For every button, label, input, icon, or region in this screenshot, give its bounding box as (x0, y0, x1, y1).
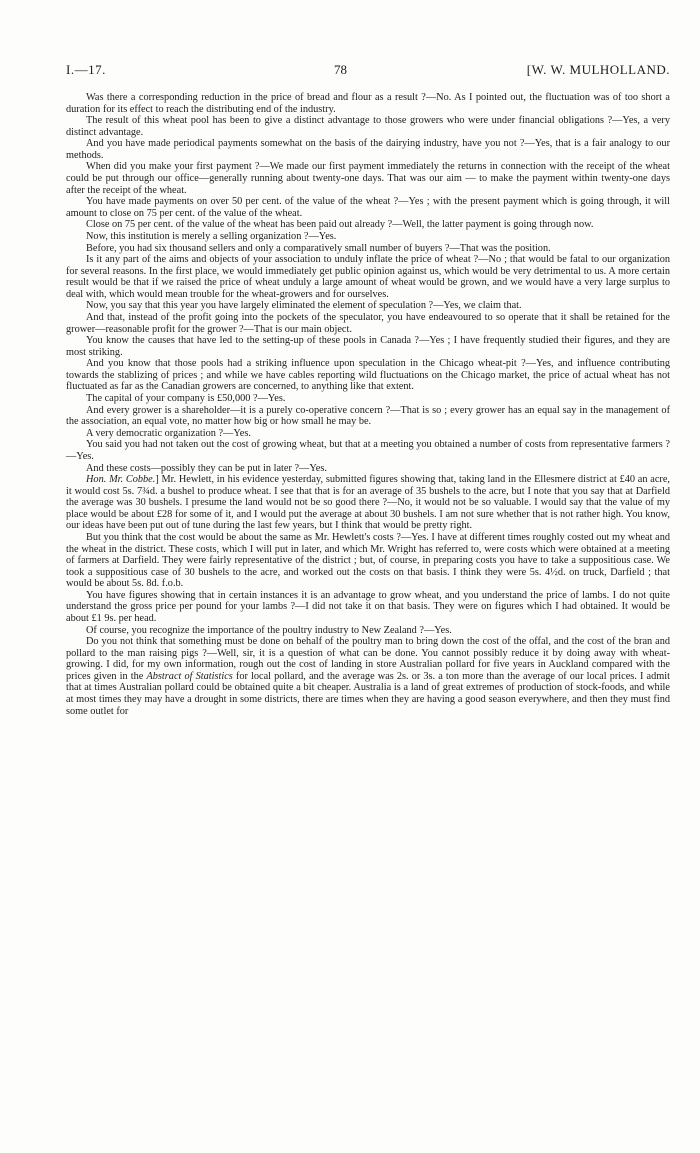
paragraph: When did you make your first payment ?—We made our first payment immediately the returns in connection with the receipt of the wheat could be put through our office—generally running about twenty-one days. That was our aim — to make the payment within twenty-one days after the receipt of the wheat. (66, 161, 670, 196)
paragraph: Was there a corresponding reduction in the price of bread and flour as a result ?—No. As I pointed out, the fluctuation was of too short a duration for its effect to reach the distributing end of the industry. (66, 92, 670, 115)
paragraph: And every grower is a shareholder—it is a purely co-operative concern ?—That is so ; every grower has an equal say in the management of the association, an equal vote, no matter how big or how small he may be. (66, 404, 670, 428)
paragraph-text: for local pollard, and the average was 2s. or 3s. a ton more than the average of our local prices. I admit that at times Australian pollard could be obtained quite a bit cheaper. Australia is a land of great extremes of production of stock-foods, and while at most times they may have a drought in some districts, there are times when they are having a good season everywhere, and then they must find some outlet for (66, 670, 670, 717)
paragraph: You have made payments on over 50 per cent. of the value of the wheat ?—Yes ; with the present payment which is going through, it will amount to close on 75 per cent. of the value of the wheat. (66, 196, 670, 219)
document-reference: I.—17. (66, 62, 106, 77)
paragraph: The capital of your company is £50,000 ?—Yes. (86, 393, 286, 405)
paragraph: Now, you say that this year you have largely eliminated the element of speculation ?—Yes, we claim that. (86, 300, 522, 312)
paragraph: And you have made periodical payments somewhat on the basis of the dairying industry, have you not ?—Yes, that is a fair analogy to our methods. (66, 138, 670, 161)
paragraph-text: Do you not think that something must be done on behalf of the poultry man to bring down the cost of the offal, and the cost of the bran and pollard to the man raising pigs ?—Well, sir, it is a question of what can be done. You cannot possibly reduce it by doing away with wheat-growing. I did, for my own information, rough out the cost of landing in store Australian pollard for five years in Auckland compared with the prices given in the (66, 636, 670, 682)
page-header (66, 62, 670, 80)
witness-name: [W. W. MULHOLLAND. (526, 62, 670, 77)
paragraph: You said you had not taken out the cost of growing wheat, but that at a meeting you obtained a number of costs from representative farmers ?—Yes. (66, 439, 670, 462)
paragraph: And that, instead of the profit going into the pockets of the speculator, you have endeavoured to so operate that it shall be retained for the grower—reasonable profit for the grower ?—That is our main object. (66, 311, 670, 335)
paragraph: You have figures showing that in certain instances it is an advantage to grow wheat, and you understand the price of lambs. I do not quite understand the gross price per pound for your lambs ?—I did not take it on that basis. They were on figures which I had obtained. It would be about £1 9s. per head. (66, 589, 670, 625)
paragraph (66, 636, 670, 717)
paragraph: Is it any part of the aims and objects of your association to unduly inflate the price of wheat ?—No ; that would be fatal to our organization for several reasons. In the first place, we would immediately get public opinion against us, which would be very detrimental to us. A more certain result would be that if we raised the price of wheat unduly a large amount of wheat would be grown, and we would have a very large surplus to deal with, which would mean trouble for the wheat-growers and for ourselves. (66, 254, 670, 300)
paragraph: Before, you had six thousand sellers and only a comparatively small number of buyers ?—That was the position. (86, 242, 551, 254)
paragraph: And you know that those pools had a striking influence upon speculation in the Chicago wheat-pit ?—Yes, and influence contributing towards the stablizing of prices ; and while we have cables reporting wild fluctuations on the Chicago market, the price of actual wheat has not fluctuated as far as the Canadian growers are concerned, to anything like that extent. (66, 358, 670, 393)
paragraph: Now, this institution is merely a selling organization ?—Yes. (86, 230, 337, 242)
page-body (66, 92, 670, 717)
paragraph: You know the causes that have led to the setting-up of these pools in Canada ?—Yes ; I have frequently studied their figures, and they are most striking. (66, 335, 670, 358)
paragraph: The result of this wheat pool has been to give a distinct advantage to those growers who were under financial obligations ?—Yes, a very distinct advantage. (66, 115, 670, 138)
paragraph (66, 474, 670, 532)
publication-title: Abstract of Statistics (146, 670, 233, 682)
paragraph: Of course, you recognize the importance of the poultry industry to New Zealand ?—Yes. (86, 624, 452, 636)
paragraph: A very democratic organization ?—Yes. (86, 427, 251, 439)
paragraph: And these costs—possibly they can be put in later ?—Yes. (86, 462, 327, 474)
page-number: 78 (334, 62, 347, 77)
paragraph: Close on 75 per cent. of the value of the wheat has been paid out already ?—Well, the latter payment is going through now. (86, 219, 594, 231)
speaker-name: Hon. Mr. Cobbe. (86, 474, 156, 486)
paragraph-text: ] Mr. Hewlett, in his evidence yesterday, submitted figures showing that, taking land in the Ellesmere district at £40 an acre, it would cost 5s. 7¾d. a bushel to produce wheat. I see that that is for an average of 35 bushels to the acre, but I note that you say that at Darfield the average was 30 bushels. I presume the land would not be so good there ?—No, it would not be so valuable. I would say that the value of my place would be about £28 for some of it, and I would put the average at about 30 bushels. I am not sure whether that is not rather high. You know, our ideas have been put out of tune during the last few years, but I think that would be pretty right. (66, 474, 670, 532)
paragraph: But you think that the cost would be about the same as Mr. Hewlett's costs ?—Yes. I have at different times roughly costed out my wheat and the wheat in the district. These costs, which I will put in later, and which Mr. Wright has referred to, were costs which were obtained at a meeting of farmers at Darfield. They were fairly representative of the district ; but, of course, in preparing costs you have to take a suppositious case. We took a suppositious case of 30 bushels to the acre, and worked out the costs on that basis. I think they were 5s. 4½d. on truck, Darfield ; that would be about 5s. 8d. f.o.b. (66, 531, 670, 590)
